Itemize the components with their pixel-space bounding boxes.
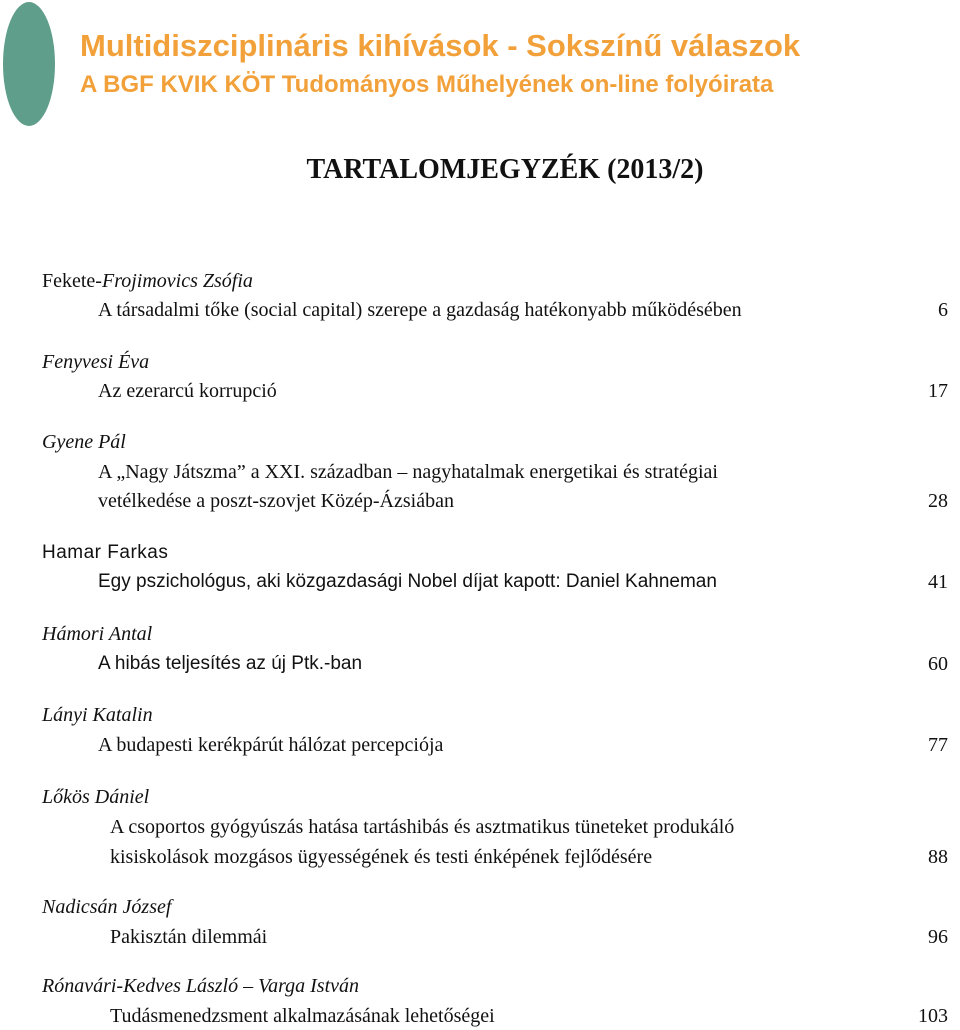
toc-entry-page: 6 (938, 299, 948, 321)
toc-entry-title[interactable]: A hibás teljesítés az új Ptk.-ban (98, 653, 363, 674)
toc-entry-author: Nadicsán József (42, 896, 172, 918)
toc-entry-page: 103 (918, 1005, 948, 1027)
toc-entry-author: Gyene Pál (42, 431, 126, 453)
toc-entry-title[interactable]: Az ezerarcú korrupció (98, 380, 277, 402)
toc-entry-author-name: Frojimovics Zsófia (101, 270, 253, 292)
toc-entry-page: 28 (928, 490, 948, 512)
journal-subtitle: A BGF KVIK KÖT Tudományos Műhelyének on-line folyóirata (80, 71, 774, 98)
toc-entry-title[interactable]: A „Nagy Játszma” a XXI. században – nagyhatalmak energetikai és stratégiai (98, 461, 718, 483)
toc-entry-author (42, 268, 253, 294)
toc-entry-author: Rónavári-Kedves László – Varga István (42, 975, 360, 997)
toc-entry-author: Lőkös Dániel (42, 786, 150, 808)
toc-entry-page: 88 (928, 846, 948, 868)
toc-entry-title[interactable]: Egy pszichológus, aki közgazdasági Nobel díjat kapott: Daniel Kahneman (98, 571, 717, 592)
toc-entry-title-continued[interactable]: kisiskolások mozgásos ügyességének és testi énképének fejlődésére (110, 846, 653, 868)
toc-entry-page: 96 (928, 926, 948, 948)
toc-entry-author: Hamar Farkas (42, 542, 169, 563)
toc-entry-author: Fenyvesi Éva (42, 351, 150, 373)
toc-entry-title[interactable]: A társadalmi tőke (social capital) szerepe a gazdaság hatékonyabb működésében (98, 299, 742, 321)
toc-entry-title[interactable]: A budapesti kerékpárút hálózat percepciója (98, 734, 444, 756)
page-title: TARTALOMJEGYZÉK (2013/2) (306, 154, 704, 185)
toc-entry-title[interactable]: A csoportos gyógyúszás hatása tartáshibás és asztmatikus tüneteket produkáló (110, 816, 735, 838)
toc-entry-author: Hámori Antal (42, 623, 153, 645)
toc-entry-page: 77 (928, 734, 948, 756)
toc-entry-page: 41 (928, 571, 948, 593)
toc-entry-title[interactable]: Tudásmenedzsment alkalmazásának lehetőségei (110, 1005, 495, 1027)
toc-entry-title-continued[interactable]: vetélkedése a poszt-szovjet Közép-Ázsiában (98, 490, 454, 512)
leaf-logo-icon (3, 2, 55, 126)
toc-entry-title[interactable]: Pakisztán dilemmái (110, 926, 268, 948)
toc-entry-page: 17 (928, 380, 948, 402)
toc-entry-page: 60 (928, 653, 948, 675)
toc-entry-author-prefix: Fekete- (42, 270, 102, 292)
toc-entry-author: Lányi Katalin (42, 704, 153, 726)
journal-title: Multidiszciplináris kihívások - Sokszínű válaszok (80, 28, 801, 63)
